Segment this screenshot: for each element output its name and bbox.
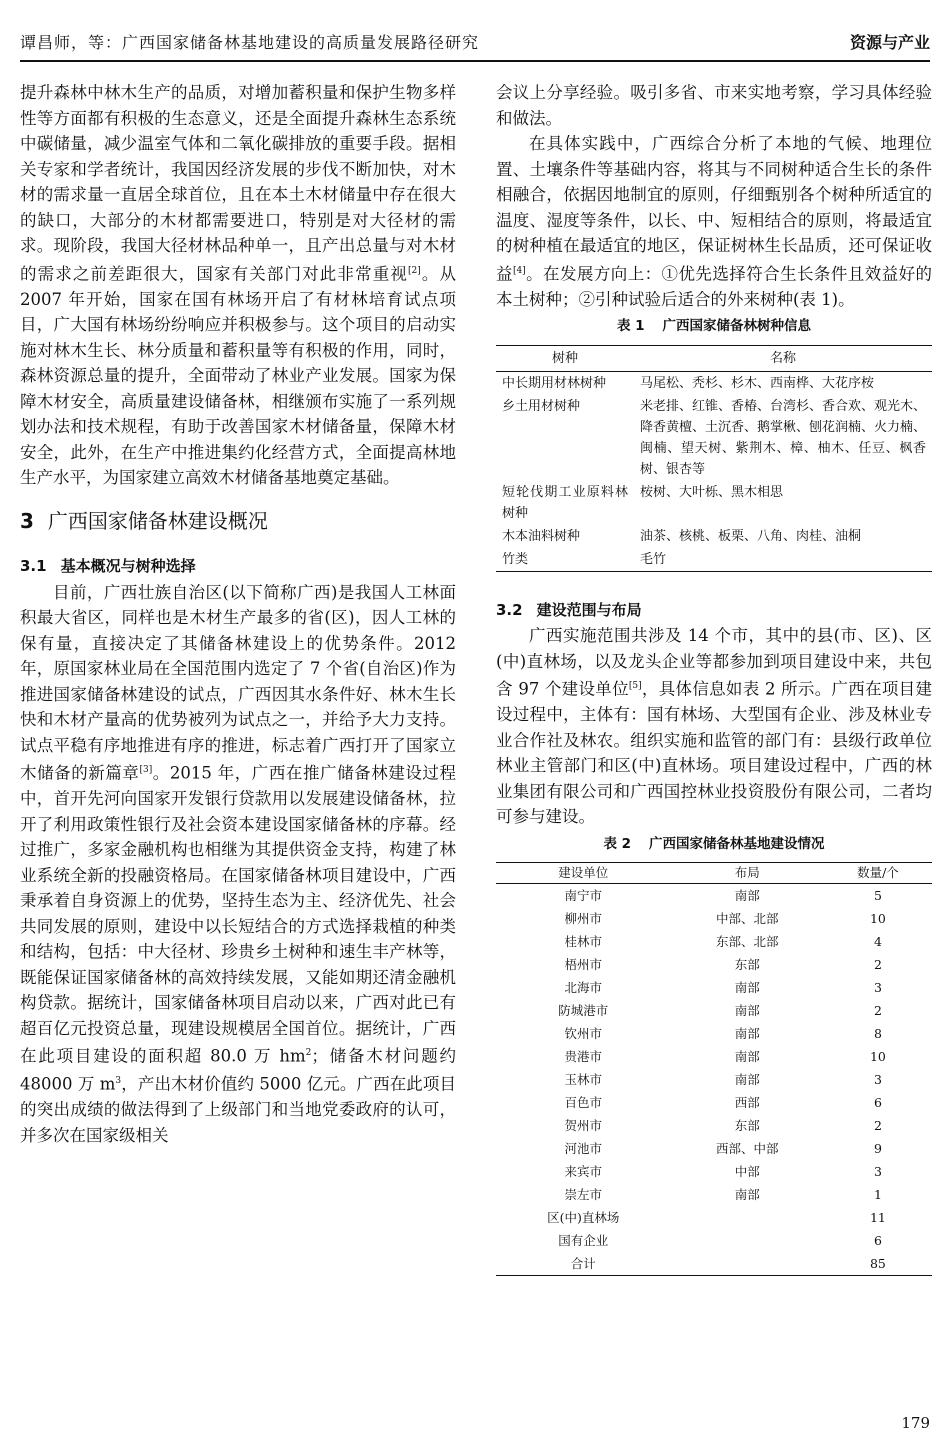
table-cell: 南部	[734, 980, 760, 995]
table-row	[496, 525, 932, 548]
table-row	[496, 1068, 932, 1091]
citation-5: [5]	[628, 681, 642, 691]
table-row	[496, 1229, 932, 1252]
table-cell: 南部	[734, 1003, 760, 1018]
table-cell: 合计	[570, 1256, 596, 1271]
table-cell: 梧州市	[564, 957, 603, 972]
table-row	[496, 907, 932, 930]
table-row	[496, 1252, 932, 1276]
table-cell: 2	[873, 1003, 882, 1018]
table-row	[496, 371, 932, 395]
table-cell: 柳州市	[564, 911, 603, 926]
table-cell: 中长期用材林树种	[502, 375, 607, 391]
table-header-cell: 数量/个	[824, 863, 932, 884]
citation-3: [3]	[139, 765, 153, 775]
table-cell: 1	[873, 1187, 882, 1202]
table-cell: 8	[873, 1026, 882, 1041]
section-3-heading: 3 广西国家储备林建设概况	[20, 508, 268, 533]
left-column	[20, 80, 456, 1148]
table-cell: 短轮伐期工业原料林树种	[502, 484, 628, 521]
table-header-cell: 树种	[496, 345, 634, 371]
table-cell: 马尾松、秃杉、杉木、西南桦、大花序桉	[640, 375, 875, 391]
table-cell: 85	[869, 1256, 886, 1271]
table-cell: 2	[873, 957, 882, 972]
table-header-cell: 布局	[671, 863, 824, 884]
table-cell: 3	[873, 1072, 882, 1087]
table-cell: 竹类	[502, 551, 529, 567]
table-row	[496, 1183, 932, 1206]
table-2	[496, 862, 932, 1276]
table-cell: 6	[873, 1095, 882, 1110]
table-row	[496, 1022, 932, 1045]
table-cell	[671, 1206, 824, 1229]
table-cell: 米老排、红锥、香椿、台湾杉、香合欢、观光木、降香黄檀、土沉香、鹅掌楸、刨花润楠、火力楠、闽楠、望天树、紫荆木、樟、柚木、任豆、枫香树、银杏等	[640, 398, 927, 477]
table-2-caption: 表 2 广西国家储备林基地建设情况	[603, 835, 825, 852]
table-1	[496, 345, 932, 572]
table-cell: 3	[873, 980, 882, 995]
table-cell: 贵港市	[564, 1049, 603, 1064]
table-cell: 乡土用材树种	[502, 398, 581, 414]
table-cell: 国有企业	[558, 1233, 609, 1248]
table-cell: 玉林市	[564, 1072, 603, 1087]
table-row	[496, 1206, 932, 1229]
table-cell: 5	[873, 888, 882, 903]
table-header-cell: 名称	[634, 345, 932, 371]
table-cell: 桉树、大叶栎、黑木相思	[640, 484, 784, 500]
table-cell: 毛竹	[640, 551, 667, 567]
paragraph-5: 广西实施范围共涉及 14 个市，其中的县(市、区)、区(中)直林场，以及龙头企业等都参加到项目建设中来，共包含 97 个建设单位[5]，具体信息如表 2 所示。广西在项目建设过程中，主体有：国有林场、大型国有企业、涉及林业专业合作社及林农。组织实施和监管的部门有：县级行政单位林业主管部门和区(中)直林场。项目建设过程中，广西的林业集团有限公司和广西国控林业投资股份有限公司，二者均可参与建设。	[496, 626, 932, 826]
table-cell: 防城港市	[558, 1003, 609, 1018]
table-cell: 桂林市	[564, 934, 603, 949]
table-cell: 10	[869, 1049, 886, 1064]
table-row	[496, 976, 932, 999]
table-cell: 西部	[734, 1095, 760, 1110]
header-journal-name: 资源与产业	[849, 33, 930, 52]
table-cell: 贺州市	[564, 1118, 603, 1133]
table-cell	[671, 1252, 824, 1276]
table-row	[496, 1137, 932, 1160]
citation-4: [4]	[512, 265, 526, 276]
table-cell: 来宾市	[564, 1164, 603, 1179]
citation-2: [2]	[407, 265, 421, 276]
table-row	[496, 548, 932, 572]
table-cell: 南部	[734, 1187, 760, 1202]
section-3-1-heading: 3.1 基本概况与树种选择	[20, 557, 196, 575]
table-cell: 南部	[734, 1072, 760, 1087]
table-cell: 西部、中部	[715, 1141, 779, 1156]
page-number: 179	[901, 1414, 930, 1432]
running-header	[20, 30, 930, 56]
table-cell: 南部	[734, 1026, 760, 1041]
table-cell: 2	[873, 1118, 882, 1133]
table-cell: 3	[873, 1164, 882, 1179]
table-cell: 东部	[734, 1118, 760, 1133]
table-cell: 中部	[734, 1164, 760, 1179]
table-cell: 河池市	[564, 1141, 603, 1156]
section-3-2-heading: 3.2 建设范围与布局	[496, 600, 642, 619]
table-cell: 南部	[734, 888, 760, 903]
table-cell: 油茶、核桃、板栗、八角、肉桂、油桐	[640, 528, 862, 544]
table-row	[496, 1091, 932, 1114]
paragraph-2: 目前，广西壮族自治区(以下简称广西)是我国人工林面积最大省区，同样也是木材生产最多的省(区)，因人工林的保有量，直接决定了其储备林建设上的优势条件。2012 年，原国家林业局在全国范围内选定了 7 个省(自治区)作为推进国家储备林建设的试点，广西因其水条件好、林木生长快和木材产量高的优势被列为试点之一，并给予大力支持。试点平稳有序地推进有序的推进，标志着广西打开了国家立木储备的新篇章[3]。2015 年，广西在推广储备林建设过程中，首开先河向国家开发银行贷款用以发展建设储备林，拉开了利用政策性银行及社会资本建设国家储备林的序幕。经过推广，多家金融机构也相继为其提供资金支持，构建了林业系统全新的投融资格局。在国家储备林项目建设中，广西秉承着自身资源上的优势，坚持生态为主、经济优先、社会共同发展的原则，建设中以长短结合的方式选择栽植的种类和结构，包括：中大径材、珍贵乡土树种和速生丰产林等，既能保证国家储备林的高效持续发展，又能如期还清金融机构贷款。据统计，国家储备林项目启动以来，广西对此已有超百亿元投资总量，现建设规模居全国首位。据统计，广西在此项目建设的面积超 80.0 万 $hm^2$；储备木材问题约 48000 万 $m^3$，产出木材价值约 5000 亿元。广西在此项目的突出成绩的做法得到了上级部门和当地党委政府的认可，并多次在国家级相关	[20, 582, 457, 1145]
table-row	[496, 999, 932, 1022]
paragraph-3: 会议上分享经验。吸引多省、市来实地考察，学习具体经验和做法。	[496, 83, 932, 128]
table-cell: 10	[869, 911, 886, 926]
table-cell: 南部	[734, 1049, 760, 1064]
table-row	[496, 1160, 932, 1183]
table-cell: 钦州市	[564, 1026, 603, 1041]
table-cell: 11	[869, 1210, 886, 1225]
table-row	[496, 1045, 932, 1068]
table-cell	[671, 1229, 824, 1252]
paragraph-4: 在具体实践中，广西综合分析了本地的气候、地理位置、土壤条件等基础内容，将其与不同树种适合生长的条件相融合，依据因地制宜的原则，仔细甄别各个树种所适宜的温度、湿度等条件，以长、中、短相结合的原则，将最适宜的树种植在最适宜的地区，保证树林生长品质，还可保证收益[4]。在发展方向上：①优先选择符合生长条件且效益好的本土树种；②引种试验后适合的外来树种(表 1)。	[496, 134, 933, 309]
table-cell: 4	[873, 934, 882, 949]
table-cell: 中部、北部	[715, 911, 779, 926]
table-cell: 北海市	[564, 980, 603, 995]
table-cell: 东部、北部	[715, 934, 779, 949]
table-row	[496, 481, 932, 525]
table-cell: 东部	[734, 957, 760, 972]
table-cell: 木本油料树种	[502, 528, 581, 544]
table-row	[496, 395, 932, 481]
table-row	[496, 953, 932, 976]
table-row	[496, 884, 932, 908]
right-column	[496, 80, 932, 1276]
table-cell: 南宁市	[564, 888, 603, 903]
paragraph-1: 提升森林中林木生产的品质，对增加蓄积量和保护生物多样性等方面都有积极的生态意义，还是全面提升森林生态系统中碳储量，减少温室气体和二氧化碳排放的重要手段。据相关专家和学者统计，我国因经济发展的步伐不断加快，对木材的需求量一直居全球首位，且在本土木材储量中存在很大的缺口，大部分的木材都需要进口，特别是对大径材的需求。现阶段，我国大径材林品种单一，且产出总量与对木材的需求之前差距很大，国家有关部门对此非常重视[2]。从 2007 年开始，国家在国有林场开启了有材林培育试点项目，广大国有林场纷纷响应并积极参与。这个项目的启动实施对林木生长、林分质量和蓄积量等有积极的作用，同时，森林资源总量的提升，全面带动了林业产业发展。国家为保障木材安全，高质量建设储备林，相继颁布实施了一系列规划办法和技术规程，有助于改善国家木材储备量，保障木材安全，此外，在生产中推进集约化经营方式，全面提高林地生产水平，为国家建立高效木材储备基地奠定基础。	[20, 83, 457, 487]
table-cell: 崇左市	[564, 1187, 603, 1202]
table-cell: 区(中)直林场	[547, 1210, 620, 1225]
header-rule	[20, 60, 930, 62]
table-cell: 9	[873, 1141, 882, 1156]
table-cell: 6	[873, 1233, 882, 1248]
header-article-title: 谭昌师，等：广西国家储备林基地建设的高质量发展路径研究	[20, 33, 480, 52]
table-row	[496, 930, 932, 953]
table-cell: 百色市	[564, 1095, 603, 1110]
table-row	[496, 1114, 932, 1137]
table-header-cell: 建设单位	[496, 863, 671, 884]
table-1-caption: 表 1 广西国家储备林树种信息	[616, 318, 812, 334]
